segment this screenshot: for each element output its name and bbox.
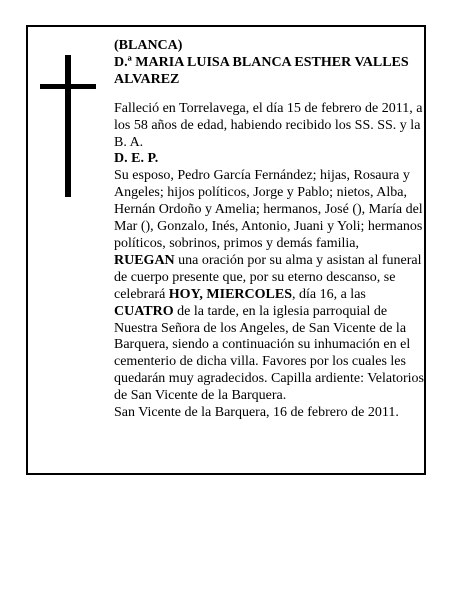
cross-icon-bar <box>40 84 96 89</box>
funeral-time: CUATRO <box>114 303 174 319</box>
request-text-3: de la tarde, en la iglesia parroquial de Nuestra Señora de los Angeles, de San Vicente de la Barquera, siendo a continuación su inhumación en el cementerio de dicha villa. Favores por los cuales les quedarán muy agradecidos. Capilla ardiente: Velatorios de San Vicente de la Barquera. <box>114 303 424 404</box>
deceased-name: D.ª MARIA LUISA BLANCA ESTHER VALLES ALVAREZ <box>114 54 409 87</box>
dep-line: D. E. P. <box>114 151 159 167</box>
cross-icon <box>65 55 71 197</box>
family-list: Su esposo, Pedro García Fernández; hijas, Rosaura y Angeles; hijos políticos, Jorge y Pablo; nietos, Alba, Hernán Ordoño y Amelia; hermanos, José (), María del Mar (), Gonzalo, Inés, Antonio, Juani y Yoli; hermanos políticos, sobrinos, primos y demás familia, <box>114 168 423 251</box>
spacer <box>114 89 427 101</box>
funeral-day: HOY, MIERCOLES <box>168 286 292 302</box>
request-text-2: , día 16, a las <box>291 286 366 302</box>
place-date: San Vicente de la Barquera, 16 de febrero de 2011. <box>114 405 399 421</box>
request-text-1: una oración por su alma y asistan al funeral de cuerpo presente que, por su eterno descanso, se celebrará <box>114 252 422 302</box>
nickname: (BLANCA) <box>114 38 183 53</box>
ruegan-label: RUEGAN <box>114 252 175 268</box>
funeral-request <box>114 253 427 405</box>
obituary-content <box>114 38 427 422</box>
death-statement: Falleció en Torrelavega, el día 15 de febrero de 2011, a los 58 años de edad, habiendo recibido los SS. SS. y la B. A. <box>114 100 423 150</box>
